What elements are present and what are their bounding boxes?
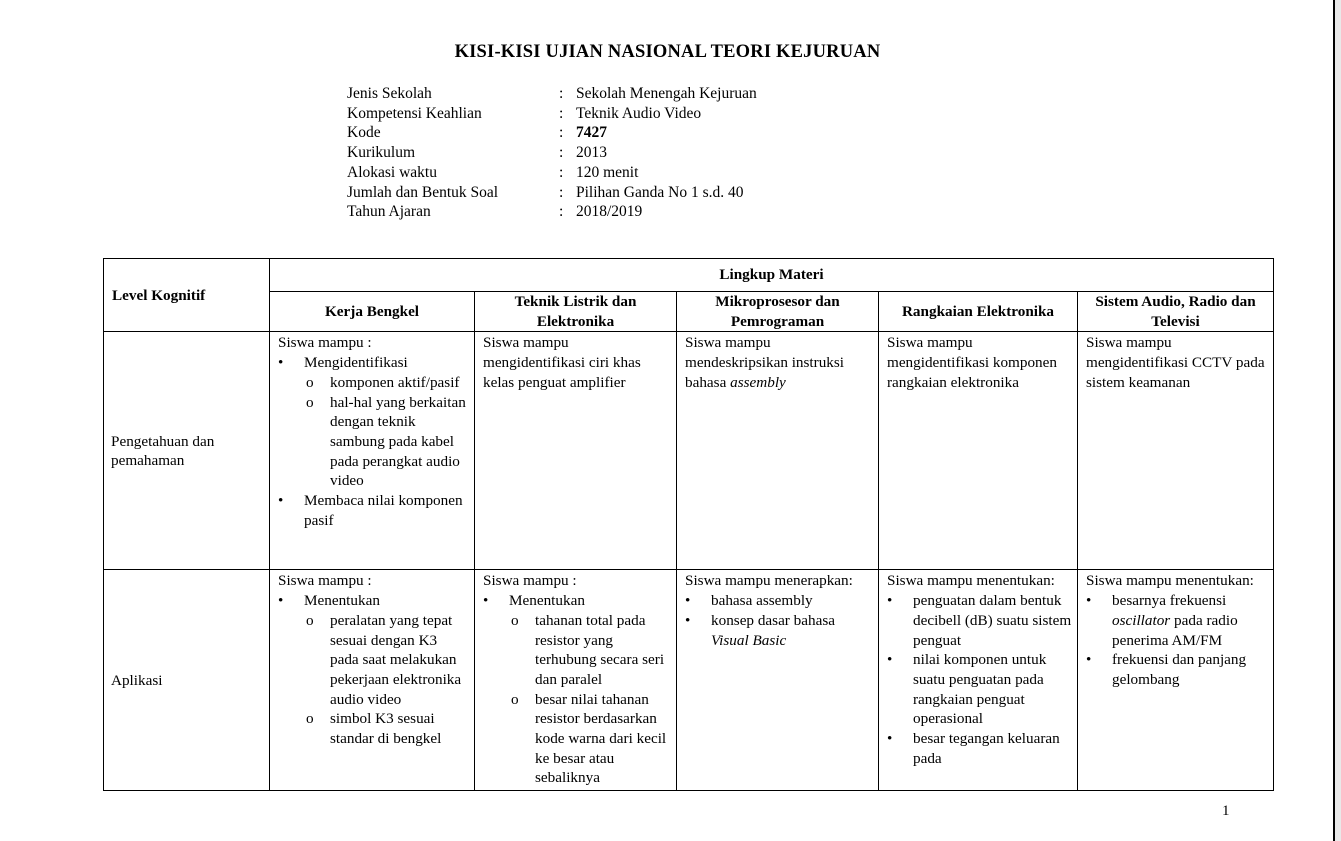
meta-value: Sekolah Menengah Kejuruan [576, 85, 757, 102]
meta-label: Kode [347, 124, 381, 142]
meta-row-jenis-sekolah [347, 84, 757, 104]
cell-teknik-listrik: Siswa mampu mengidentifikasi ciri khas kelas penguat amplifier [475, 332, 677, 570]
sub-list-item: o peralatan yang tepat sesuai dengan K3 pada saat melakukan pekerjaan elektronika audio video [304, 611, 469, 710]
cell-rangkaian: Siswa mampu mengidentifikasi komponen rangkaian elektronika [879, 332, 1078, 570]
sub-list-item: o hal-hal yang berkaitan dengan teknik sambung pada kabel pada perangkat audio video [304, 393, 469, 492]
cell-intro: Siswa mampu : [278, 334, 372, 352]
meta-row-jumlah [347, 183, 757, 203]
meta-colon: : [559, 183, 564, 201]
cell-mikroprosesor [677, 332, 879, 570]
page-edge [1333, 0, 1335, 841]
list-item: • penguatan dalam bentuk decibell (dB) suatu sistem penguat [887, 591, 1072, 650]
meta-label: Alokasi waktu [347, 163, 437, 181]
meta-value: 120 menit [576, 163, 639, 181]
meta-colon: : [559, 104, 564, 122]
page-edge-shadow [1335, 0, 1341, 841]
list-item-text: Menentukan [509, 592, 585, 610]
list-item: • nilai komponen untuk suatu penguatan pada rangkaian penguat operasional [887, 650, 1072, 729]
cell-teknik-listrik [475, 570, 677, 791]
sub-list-item: o tahanan total pada resistor yang terhubung secara seri dan paralel [509, 611, 671, 690]
meta-row-tahun [347, 202, 757, 222]
meta-value: Teknik Audio Video [576, 104, 702, 122]
meta-value: 2013 [576, 144, 607, 162]
meta-colon: : [559, 85, 564, 102]
bullet-list [483, 591, 671, 788]
meta-row-kompetensi [347, 104, 757, 124]
list-item: • Membaca nilai komponen pasif [278, 491, 469, 530]
meta-label: Tahun Ajaran [347, 203, 431, 221]
sub-list-item: o besar nilai tahanan resistor berdasarkan kode warna dari kecil ke besar atau sebaliknya [509, 690, 671, 789]
list-item [685, 611, 873, 650]
document-metadata [347, 84, 757, 222]
meta-colon: : [559, 163, 564, 181]
column-header-mikroprosesor: Mikroprosesor dan Pemrograman [677, 292, 879, 332]
list-item-italic-text: oscillator [1112, 611, 1171, 629]
table-row [104, 332, 1274, 570]
column-header-teknik-listrik: Teknik Listrik dan Elektronika [475, 292, 677, 332]
column-header-kerja-bengkel: Kerja Bengkel [270, 292, 475, 332]
cell-text: Siswa mampu mendeskripsikan instruksi bahasa [685, 334, 845, 391]
page-number: 1 [1222, 803, 1230, 819]
cell-kerja-bengkel [270, 332, 475, 570]
bullet-list [278, 591, 469, 749]
meta-label: Jumlah dan Bentuk Soal [347, 183, 499, 201]
column-header-rangkaian: Rangkaian Elektronika [879, 292, 1078, 332]
list-item [1086, 591, 1268, 650]
meta-label: Jenis Sekolah [347, 85, 432, 102]
level-cell: Aplikasi [104, 570, 270, 791]
list-item-italic-text: Visual Basic [711, 631, 787, 649]
lingkup-materi-header: Lingkup Materi [270, 259, 1274, 292]
sub-list [304, 373, 469, 491]
list-item-text: Menentukan [304, 592, 380, 610]
cell-intro: Siswa mampu menerapkan: [685, 572, 853, 590]
cell-italic-text: assembly [730, 373, 786, 391]
list-item: • frekuensi dan panjang gelombang [1086, 650, 1268, 689]
meta-row-alokasi [347, 163, 757, 183]
list-item [278, 353, 469, 491]
column-header-sistem-audio: Sistem Audio, Radio dan Televisi [1078, 292, 1274, 332]
meta-label: Kompetensi Keahlian [347, 104, 482, 122]
meta-value: Pilihan Ganda No 1 s.d. 40 [576, 183, 744, 201]
level-kognitif-header: Level Kognitif [104, 259, 270, 332]
level-cell: Pengetahuan dan pemahaman [104, 332, 270, 570]
table-header-row [104, 259, 1274, 292]
list-item [278, 591, 469, 749]
kisi-kisi-table [103, 258, 1274, 791]
cell-intro: Siswa mampu menentukan: [887, 572, 1055, 590]
list-item [483, 591, 671, 788]
list-item-text: Mengidentifikasi [304, 354, 408, 372]
meta-colon: : [559, 124, 564, 142]
meta-label: Kurikulum [347, 144, 416, 162]
cell-kerja-bengkel [270, 570, 475, 791]
cell-mikroprosesor [677, 570, 879, 791]
sub-list [304, 611, 469, 749]
cell-sistem-audio: Siswa mampu mengidentifikasi CCTV pada sistem keamanan [1078, 332, 1274, 570]
list-item-text: konsep dasar bahasa [711, 611, 835, 629]
meta-colon: : [559, 203, 564, 221]
cell-intro: Siswa mampu menentukan: [1086, 572, 1254, 590]
meta-colon: : [559, 144, 564, 162]
bullet-list [685, 591, 873, 650]
table-subheader-row [104, 292, 1274, 332]
meta-value: 7427 [576, 124, 607, 142]
sub-list [509, 611, 671, 788]
cell-intro: Siswa mampu : [483, 572, 577, 590]
list-item-text: besarnya frekuensi [1112, 592, 1227, 610]
cell-rangkaian [879, 570, 1078, 791]
bullet-list [887, 591, 1072, 768]
table-row [104, 570, 1274, 791]
cell-intro: Siswa mampu : [278, 572, 372, 590]
meta-row-kode [347, 123, 757, 143]
sub-list-item: o simbol K3 sesuai standar di bengkel [304, 709, 469, 748]
list-item: • besar tegangan keluaran pada [887, 729, 1072, 768]
cell-sistem-audio [1078, 570, 1274, 791]
bullet-list [1086, 591, 1268, 690]
meta-value: 2018/2019 [576, 203, 643, 221]
document-title: KISI-KISI UJIAN NASIONAL TEORI KEJURUAN [454, 42, 881, 62]
list-item: • bahasa assembly [685, 591, 873, 611]
list-item-text: pada radio penerima AM/FM [1112, 611, 1238, 649]
bullet-list [278, 353, 469, 530]
sub-list-item: o komponen aktif/pasif [304, 373, 469, 393]
meta-row-kurikulum [347, 143, 757, 163]
